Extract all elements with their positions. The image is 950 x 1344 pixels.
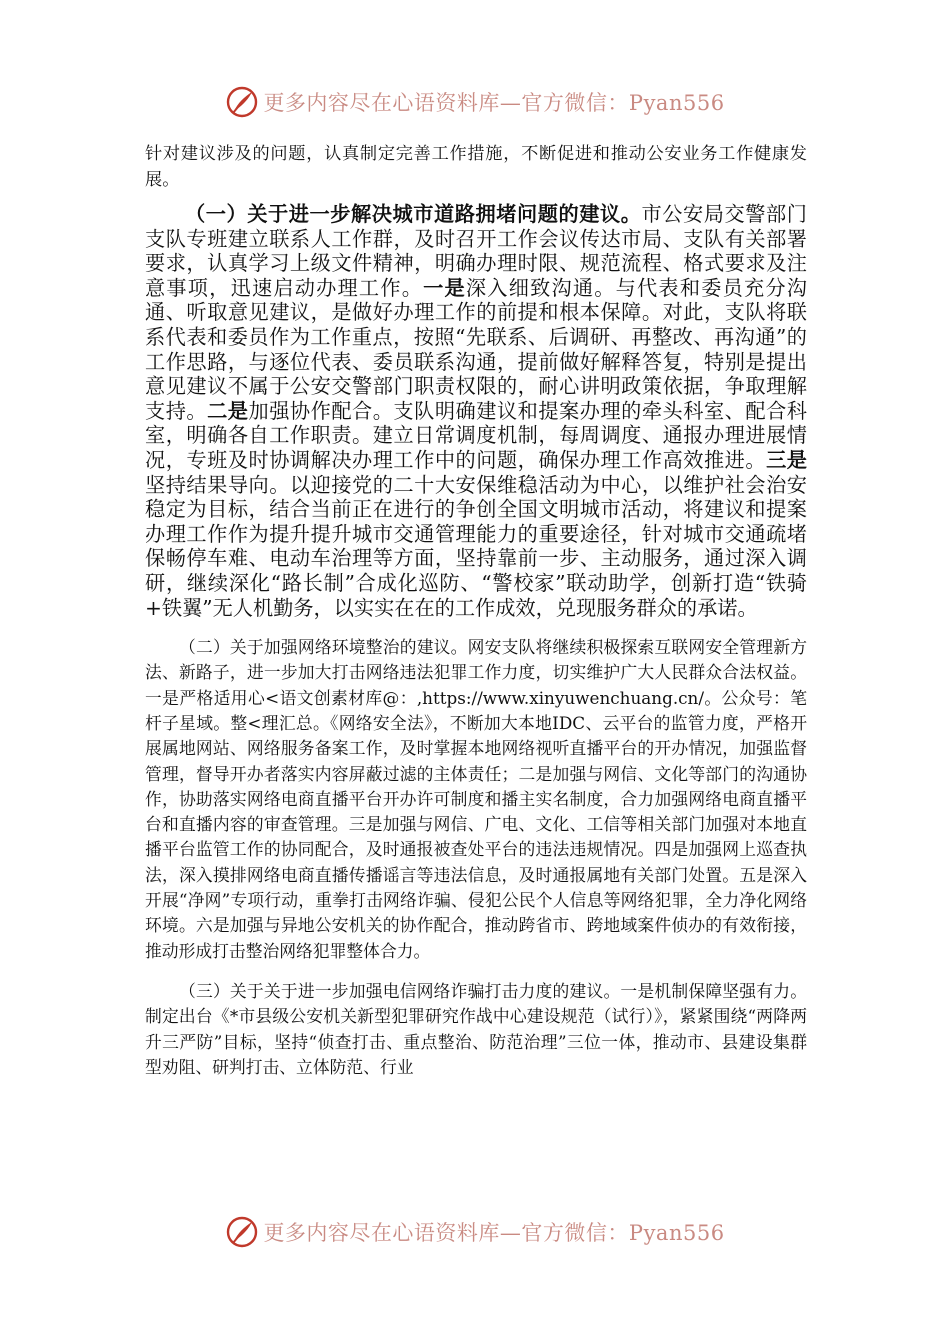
quill-logo-icon: [225, 1215, 259, 1249]
section-1-text-c: 加强协作配合。支队明确建议和提案办理的牵头科室、配合科室，明确各自工作职责。建立日常调度机制，每周调度、通报办理进展情况，专班及时协调解决办理工作中的问题，确保办理工作高效推进。: [145, 398, 807, 472]
section-3-paragraph: （三）关于关于进一步加强电信网络诈骗打击力度的建议。一是机制保障坚强有力。制定出台《*市县级公安机关新型犯罪研究作战中心建设规范（试行）》，紧紧围绕“两降两升三严防”目标，坚持“侦查打击、重点整治、防范治理”三位一体，推动市、县建设集群型劝阻、研判打击、立体防范、行业: [145, 980, 807, 1077]
section-1-text-a: 市公安局交警部门支队专班建立联系人工作群，及时召开工作会议传达市局、支队有关部署要求，认真学习上级文件精神，明确办理时限、规范流程、格式要求及注意事项，迅速启动办理工作。: [145, 202, 807, 300]
document-body: [145, 142, 807, 1080]
banner-text: 更多内容尽在心语资料库—官方微信：Pyan556: [263, 91, 725, 115]
section-1-marker-3: 三是: [766, 447, 807, 472]
quill-logo-icon: [225, 85, 259, 119]
section-1-paragraph: [145, 202, 807, 620]
section-2-paragraph: （二）关于加强网络环境整治的建议。网安支队将继续积极探索互联网安全管理新方法、新路子，进一步加大打击网络违法犯罪工作力度，切实维护广大人民群众合法权益。一是严格适用心<语文创素材库@：,https://www.xinyuwenchuang.cn/。公众号：笔杆子星域。整<理汇总。《网络安全法》，不断加大本地IDC、云平台的监管力度，严格开展属地网站、网络服务备案工作，及时掌握本地网络视听直播平台的开办情况，加强监督管理，督导开办者落实内容屏蔽过滤的主体责任；二是加强与网信、文化等部门的沟通协作，协助落实网络电商直播平台开办许可制度和播主实名制度，合力加强网络电商直播平台和直播内容的审查管理。三是加强与网信、广电、文化、工信等相关部门加强对本地直播平台监管工作的协同配合，及时通报被查处平台的违法违规情况。四是加强网上巡查执法，深入摸排网络电商直播传播谣言等违法信息，及时通报属地有关部门处置。五是深入开展“净网”专项行动，重拳打击网络诈骗、侵犯公民个人信息等网络犯罪，全力净化网络环境。六是加强与异地公安机关的协作配合，推动跨省市、跨地域案件侦办的有效衔接，推动形成打击整治网络犯罪整体合力。: [145, 637, 807, 961]
banner-text: 更多内容尽在心语资料库—官方微信：Pyan556: [263, 1221, 725, 1245]
section-1-heading: （一）关于进一步解决城市道路拥堵问题的建议。: [185, 202, 642, 226]
section-1-text-b: 深入细致沟通。与代表和委员充分沟通、听取意见建议，是做好办理工作的前提和根本保障。对此，支队将联系代表和委员作为工作重点，按照“先联系、后调研、再整改、再沟通”的工作思路，与逐位代表、委员联系沟通，提前做好解释答复，特别是提出意见建议不属于公安交警部门职责权限的，耐心讲明政策依据，争取理解支持。: [145, 275, 807, 423]
intro-paragraph: 针对建议涉及的问题，认真制定完善工作措施，不断促进和推动公安业务工作健康发展。: [145, 144, 807, 190]
footer-banner: [0, 1210, 950, 1254]
section-1-marker-2: 二是: [207, 398, 249, 423]
section-1-marker-1: 一是: [423, 275, 466, 300]
header-banner: [0, 80, 950, 124]
section-1-text-d: 坚持结果导向。以迎接党的二十大安保维稳活动为中心，以维护社会治安稳定为目标，结合当前正在进行的争创全国文明城市活动，将建议和提案办理工作作为提升提升城市交通管理能力的重要途径，针对城市交通疏堵保畅停车难、电动车治理等方面，坚持靠前一步、主动服务，通过深入调研，继续深化“路长制”合成化巡防、“警校家”联动助学，创新打造“铁骑+铁翼”无人机勤务，以实实在在的工作成效，兑现服务群众的承诺。: [145, 472, 807, 620]
